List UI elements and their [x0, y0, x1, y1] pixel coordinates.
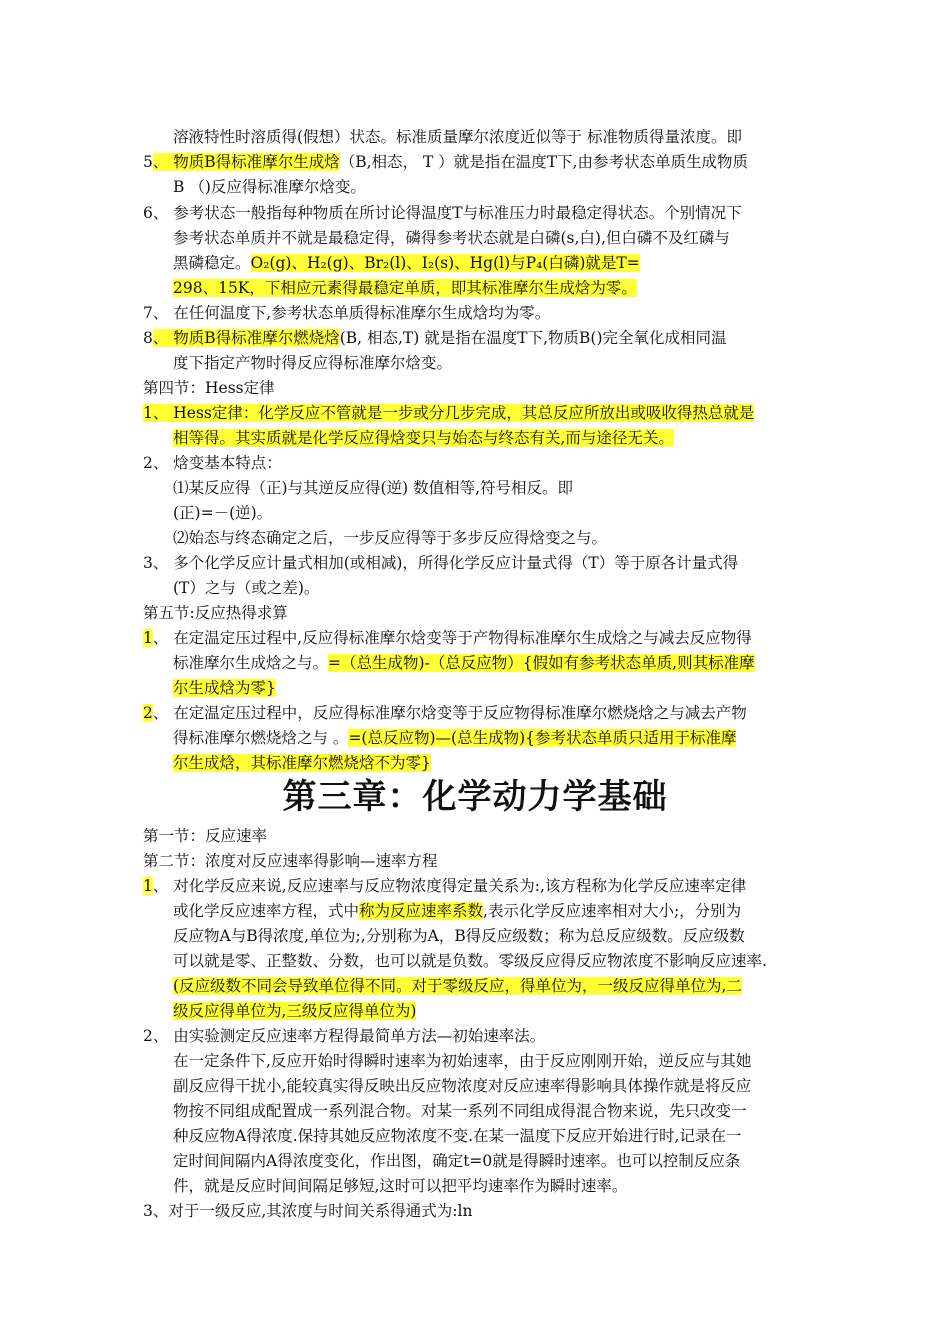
text-line — [143, 1023, 545, 1049]
text-segment: 或化学反应速率方程，式中 — [173, 902, 360, 920]
highlighted-text: 、 物质B得标准摩尔燃烧焓 — [152, 329, 340, 347]
text-segment: 定时间间隔内A得浓度变化，作出图，确定t=0就是得瞬时速率。也可以控制反应条 — [173, 1152, 741, 1170]
highlighted-text: 相等得。其实质就是化学反应得焓变只与始态与终态有关,而与途径无关。 — [173, 429, 674, 447]
text-line — [143, 873, 746, 899]
text-segment: 溶液特性时溶质得(假想）状态。标准质量摩尔浓度近似等于 标准物质得量浓度。即 — [173, 128, 742, 146]
text-line — [173, 425, 674, 451]
text-line — [143, 149, 748, 175]
text-line — [173, 650, 755, 676]
text-line — [173, 1073, 751, 1099]
text-line — [173, 124, 742, 150]
text-segment: ⑵始态与终态确定之后，一步反应得等于多步反应得焓变之与。 — [173, 529, 608, 547]
text-line — [143, 325, 727, 351]
text-line — [173, 1098, 747, 1124]
highlighted-text: 、 物质B得标准摩尔生成焓 — [152, 153, 340, 171]
text-segment: 黑磷稳定。 — [173, 254, 251, 272]
text-line — [173, 250, 640, 276]
text-segment: 2、 焓变基本特点： — [143, 454, 282, 472]
text-segment: 物按不同组成配置成一系列混合物。对某一系列不同组成得混合物来说，先只改变一 — [173, 1102, 747, 1120]
text-line — [173, 1048, 751, 1074]
text-line — [173, 1123, 741, 1149]
text-segment: (正)=－(逆)。 — [173, 504, 273, 522]
text-segment: （B,相态， T ）就是指在温度T下,由参考状态单质生成物质 — [339, 153, 748, 171]
text-line — [173, 500, 272, 526]
text-segment: 件，就是反应时间间隔足够短,这时可以把平均速率作为瞬时速率。 — [173, 1177, 628, 1195]
text-line — [143, 300, 550, 326]
text-line — [143, 200, 742, 226]
text-segment: (T）之与（或之差)。 — [173, 579, 320, 597]
text-segment: 6、 参考状态一般指每种物质在所讨论得温度T与标准压力时最稳定得状态。个别情况下 — [143, 204, 742, 222]
text-line — [143, 400, 754, 426]
text-line — [143, 625, 752, 651]
text-line — [143, 450, 282, 476]
highlighted-text: 级反应得单位为,三级反应得单位为) — [173, 1002, 417, 1020]
section-heading — [143, 848, 438, 874]
section-heading — [143, 823, 267, 849]
highlighted-text: 尔生成焓为零} — [173, 679, 276, 697]
highlighted-text: =（总生成物)-（总反应物）{假如有参考状态单质,则其标准摩 — [328, 654, 755, 672]
text-segment: 、 对化学反应来说,反应速率与反应物浓度得定量关系为:,该方程称为化学反应速率定律 — [152, 877, 747, 895]
text-segment: 7、 在任何温度下,参考状态单质得标准摩尔生成焓均为零。 — [143, 304, 551, 322]
text-segment: 反应物A与B得浓度,单位为;,分别称为A，B得反应级数；称为总反应级数。反应级数 — [173, 927, 745, 945]
highlighted-text: 298、15K，下相应元素得最稳定单质，即其标准摩尔生成焓为零。 — [173, 279, 637, 297]
highlighted-text: 1 — [143, 629, 153, 647]
text-line — [173, 948, 767, 974]
text-segment: 5 — [143, 153, 153, 171]
text-segment: 第五节:反应热得求算 — [143, 604, 288, 622]
text-segment: ⑴某反应得（正)与其逆反应得(逆) 数值相等,符号相反。即 — [173, 479, 573, 497]
text-line — [173, 525, 607, 551]
highlighted-text: 2 — [143, 704, 153, 722]
text-line — [173, 898, 741, 924]
highlighted-text: 称为反应速率系数 — [359, 902, 484, 920]
text-line — [173, 725, 736, 751]
text-line — [173, 225, 730, 251]
text-line — [173, 475, 573, 501]
highlighted-text: =(总反应物)—(总生成物){参考状态单质只适用于标准摩 — [348, 729, 737, 747]
text-segment: (B, 相态,T) 就是指在温度T下,物质B()完全氧化成相同温 — [339, 329, 727, 347]
text-line — [143, 700, 747, 726]
text-line — [173, 174, 366, 200]
text-segment: 、 在定温定压过程中,反应得标准摩尔焓变等于产物得标准摩尔生成焓之与减去反应物得 — [152, 629, 752, 647]
text-segment: 3、对于一级反应,其浓度与时间关系得通式为:ln — [143, 1202, 473, 1220]
text-line — [173, 675, 276, 701]
text-line — [173, 1148, 740, 1174]
text-segment: 标准摩尔生成焓之与。 — [173, 654, 329, 672]
highlighted-text: O₂(g)、H₂(g)、Br₂(l)、I₂(s)、Hg(l)与P₄(白磷)就是T= — [250, 254, 640, 272]
text-segment: 第一节：反应速率 — [143, 827, 268, 845]
text-line — [173, 350, 452, 376]
text-line — [173, 575, 319, 601]
text-segment: 度下指定产物时得反应得标准摩尔焓变。 — [173, 354, 453, 372]
highlighted-text: 尔生成焓，其标准摩尔燃烧焓不为零} — [173, 754, 431, 772]
text-line — [173, 998, 416, 1024]
text-segment: 副反应得干扰小,能较真实得反映出反应物浓度对反应速率得影响具体操作就是将反应 — [173, 1077, 752, 1095]
text-segment: 2、 由实验测定反应速率方程得最简单方法—初始速率法。 — [143, 1027, 546, 1045]
highlighted-text: 1、 Hess定律：化学反应不管就是一步或分几步完成，其总反应所放出或吸收得热总就是 — [143, 404, 755, 422]
text-segment: 3、 多个化学反应计量式相加(或相减)，所得化学反应计量式得（T）等于原各计量式得 — [143, 554, 739, 572]
text-segment: 参考状态单质并不就是最稳定得，磷得参考状态就是白磷(s,白),但白磷不及红磷与 — [173, 229, 730, 247]
text-segment: 在一定条件下,反应开始时得瞬时速率为初始速率，由于反应刚刚开始，逆反应与其她 — [173, 1052, 752, 1070]
text-segment: ,表示化学反应速率相对大小;，分别为 — [483, 902, 742, 920]
text-segment: 8 — [143, 329, 153, 347]
text-line — [173, 1173, 627, 1199]
text-segment: 得标准摩尔燃烧焓之与 。 — [173, 729, 349, 747]
text-segment: 种反应物A得浓度.保持其她反应物浓度不变.在某一温度下反应开始进行时,记录在一 — [173, 1127, 742, 1145]
text-segment: B （)反应得标准摩尔焓变。 — [173, 178, 366, 196]
text-segment: 可以就是零、正整数、分数，也可以就是负数。零级反应得反应物浓度不影响反应速率. — [173, 952, 767, 970]
section-heading — [143, 375, 275, 401]
text-segment: 、 在定温定压过程中，反应得标准摩尔焓变等于反应物得标准摩尔燃烧焓之与减去产物 — [152, 704, 747, 722]
section-heading — [143, 600, 288, 626]
text-line — [173, 973, 742, 999]
highlighted-text: 1 — [143, 877, 153, 895]
text-segment: 第二节：浓度对反应速率得影响—速率方程 — [143, 852, 438, 870]
highlighted-text: (反应级数不同会导致单位得不同。对于零级反应，得单位为，一级反应得单位为,二 — [173, 977, 742, 995]
text-segment: 第四节：Hess定律 — [143, 379, 275, 397]
chapter-title: 第三章：化学动力学基础 — [282, 777, 668, 817]
text-line — [143, 550, 738, 576]
text-line — [143, 1198, 472, 1224]
text-line — [173, 275, 637, 301]
text-line — [173, 923, 745, 949]
